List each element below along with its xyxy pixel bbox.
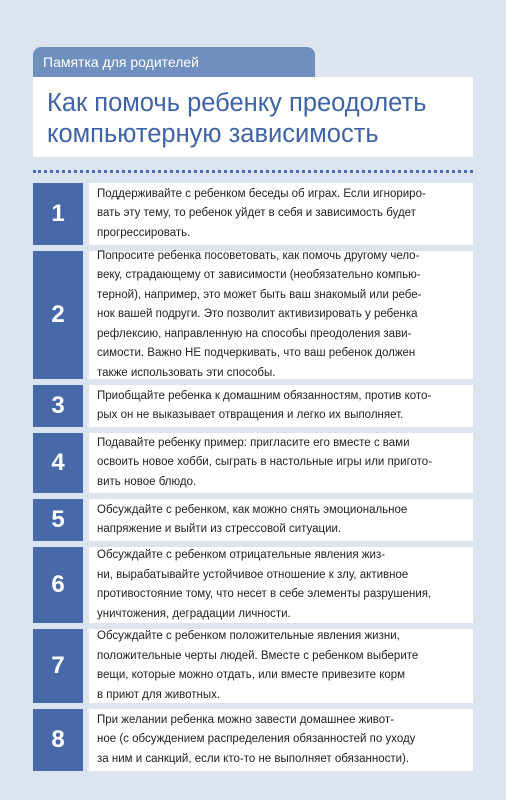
tip-number: 2 xyxy=(33,251,83,379)
tip-item-4 xyxy=(33,433,473,493)
tip-text-line: ное (с обсуждением распределения обязанностей по уходу xyxy=(97,733,416,746)
tip-text-line: нок вашей подруги. Это позволит активизировать у ребенка xyxy=(97,308,418,321)
tip-number: 4 xyxy=(33,433,83,493)
tip-text-line: Приобщайте ребенка к домашним обязанностям, против кото- xyxy=(97,389,432,402)
tip-item-3 xyxy=(33,385,473,427)
tip-text-line: терной), например, это может быть ваш знакомый или ребе- xyxy=(97,288,422,301)
tip-text-line: рефлексию, направленную на способы преодоления зави- xyxy=(97,327,412,340)
tip-text-line: напряжение и выйти из стрессовой ситуации. xyxy=(97,523,342,535)
tip-text-line: Попросите ребенка посоветовать, как помочь другому чело- xyxy=(97,249,420,262)
tip-number: 1 xyxy=(33,183,83,245)
tip-number: 8 xyxy=(33,709,83,771)
tip-text-line: Обсуждайте с ребенком положительные явления жизни, xyxy=(97,630,400,642)
tip-text-line: Обсуждайте с ребенком, как можно снять эмоциональное xyxy=(97,503,408,516)
tip-text-line: ни, вырабатывайте устойчивое отношение к злу, активное xyxy=(97,568,409,581)
dotted-divider xyxy=(33,170,473,173)
tip-text xyxy=(89,433,473,493)
tip-text xyxy=(89,183,473,245)
page-title-line: компьютерную зависимость xyxy=(47,120,379,148)
tip-text-line: Поддерживайте с ребенком беседы об играх. Если игнориро- xyxy=(97,187,426,200)
tip-text xyxy=(89,251,473,379)
tip-text-line: вещи, которые можно отдать, или вместе привезите корм xyxy=(97,669,406,681)
tip-text xyxy=(89,629,473,703)
tip-text-line: При желании ребенка можно завести домашнее живот- xyxy=(97,713,395,726)
tip-number: 3 xyxy=(33,385,83,427)
tip-text-line: за ним и санкций, если кто-то не выполняет обязанности). xyxy=(97,752,410,765)
tip-text-line: также использовать эти способы. xyxy=(97,366,276,379)
tip-number: 5 xyxy=(33,499,83,541)
leaflet-tag: Памятка для родителей xyxy=(33,47,315,77)
tip-item-6 xyxy=(33,547,473,623)
tip-text xyxy=(89,709,473,771)
tip-text xyxy=(89,385,473,427)
tip-text-line: вать эту тему, то ребенок уйдет в себя и зависимость будет xyxy=(97,207,416,220)
tip-item-2 xyxy=(33,251,473,379)
tip-item-1 xyxy=(33,183,473,245)
tip-text-line: веку, страдающему от зависимости (необязательно компью- xyxy=(97,269,421,282)
title-box xyxy=(33,77,473,157)
tip-item-7 xyxy=(33,629,473,703)
tip-text-line: рых он не выказывает отвращения и легко их выполняет. xyxy=(97,409,404,421)
tip-text-line: прогрессировать. xyxy=(97,226,191,239)
tip-text-line: уничтожения, деградации личности. xyxy=(97,607,291,620)
tip-text xyxy=(89,547,473,623)
tip-text-line: симости. Важно НЕ подчеркивать, что ваш ребенок должен xyxy=(97,347,416,360)
page-title-line: Как помочь ребенку преодолеть xyxy=(47,89,427,117)
tip-text xyxy=(89,499,473,541)
tip-item-8 xyxy=(33,709,473,771)
tip-item-5 xyxy=(33,499,473,541)
tip-number: 6 xyxy=(33,547,83,623)
tip-number: 7 xyxy=(33,629,83,703)
tip-text-line: вить новое блюдо. xyxy=(97,475,197,488)
tip-text-line: в приют для животных. xyxy=(97,688,221,701)
tip-text-line: противостояние тому, что несет в себе элементы разрушения, xyxy=(97,588,432,600)
tip-text-line: Обсуждайте с ребенком отрицательные явления жиз- xyxy=(97,549,386,561)
tip-text-line: освоить новое хобби, сыграть в настольные игры или пригото- xyxy=(97,456,433,469)
tip-text-line: положительные черты людей. Вместе с ребенком выберите xyxy=(97,649,419,662)
tip-text-line: Подавайте ребенку пример: пригласите его вместе с вами xyxy=(97,436,410,449)
